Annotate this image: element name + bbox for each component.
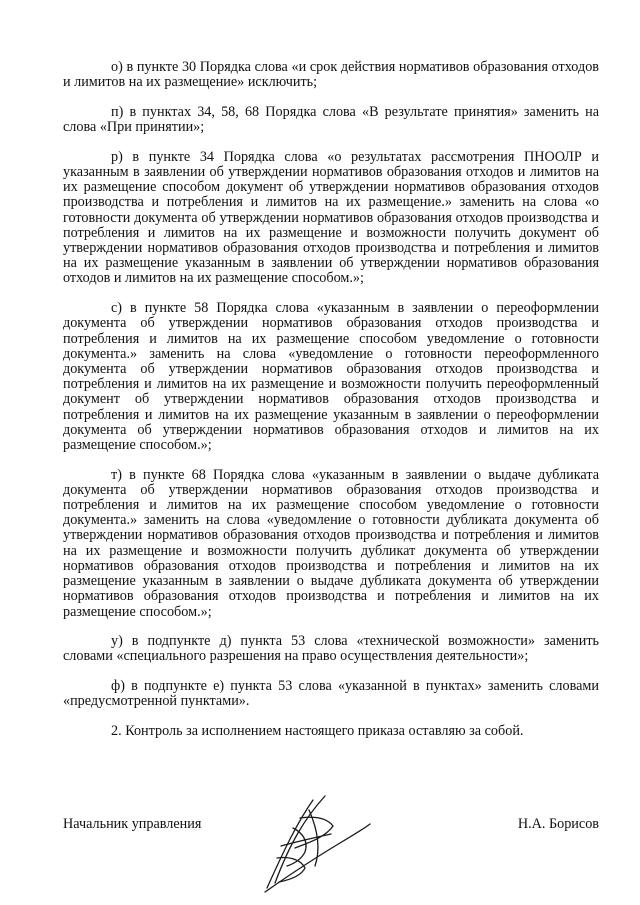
paragraph-o: о) в пункте 30 Порядка слова «и срок действия нормативов образования отходов и лимитов на их размещение» исключить; [63,59,599,91]
paragraph-r: р) в пункте 34 Порядка слова «о результатах рассмотрения ПНООЛР и указанным в заявлении об утверждении нормативов образования отходов и лимитов на их размещение способом документ об утверждении нормативов образования отходов производства и потребления и лимитов на их размещение.» заменить на слова «о готовности документа об утверждении нормативов образования отходов производства и потребления и лимитов на их размещение и возможности получить документ об утверждении нормативов образования отходов производства и потребления и лимитов на их размещение указанным в заявлении об утверждении нормативов образования отходов и лимитов на их размещение способом.»; [63,148,599,287]
signature-block [63,816,599,833]
paragraph-t: т) в пункте 68 Порядка слова «указанным в заявлении о выдаче дубликата документа об утверждении нормативов образования отходов производства и потребления и лимитов на их размещение способом уведомление о готовности документа.» заменить на слова «уведомление о готовности дубликата документа об утверждении нормативов образования отходов производства и потребления и лимитов на их размещение и возможности получить дубликат документа об утверждении нормативов образования отходов производства и потребления и лимитов на их размещение указанным в заявлении о выдаче дубликата документа об утверждении нормативов образования отходов производства и потребления и лимитов на их размещение способом.»; [63,466,599,620]
paragraph-u: у) в подпункте д) пункта 53 слова «технической возможности» заменить словами «специального разрешения на право осуществления деятельности»; [63,633,599,665]
signatory-name: Н.А. Борисов [517,816,599,832]
paragraph-f: ф) в подпункте е) пункта 53 слова «указанной в пунктах» заменить словами «предусмотренной пунктами». [63,678,599,710]
handwritten-signature [205,788,375,898]
paragraph-s: с) в пункте 58 Порядка слова «указанным в заявлении о переоформлении документа об утверждении нормативов образования отходов производства и потребления и лимитов на их размещение способом уведомление о готовности документа.» заменить на слова «уведомление о готовности переоформленного документа об утверждении нормативов образования отходов производства и потребления и лимитов на их размещение и возможности получить переоформленный документ об утверждении нормативов образования отходов производства и потребления и лимитов на их размещение указанным в заявлении о переоформлении документа об утверждении нормативов образования отходов и лимитов на их размещение способом.»; [63,300,599,453]
paragraph-p: п) в пунктах 34, 58, 68 Порядка слова «В результате принятия» заменить на слова «При принятии»; [63,103,599,136]
paragraph-control: 2. Контроль за исполнением настоящего приказа оставляю за собой. [111,723,524,740]
signatory-position: Начальник управления [63,816,202,832]
document-body [63,60,599,754]
